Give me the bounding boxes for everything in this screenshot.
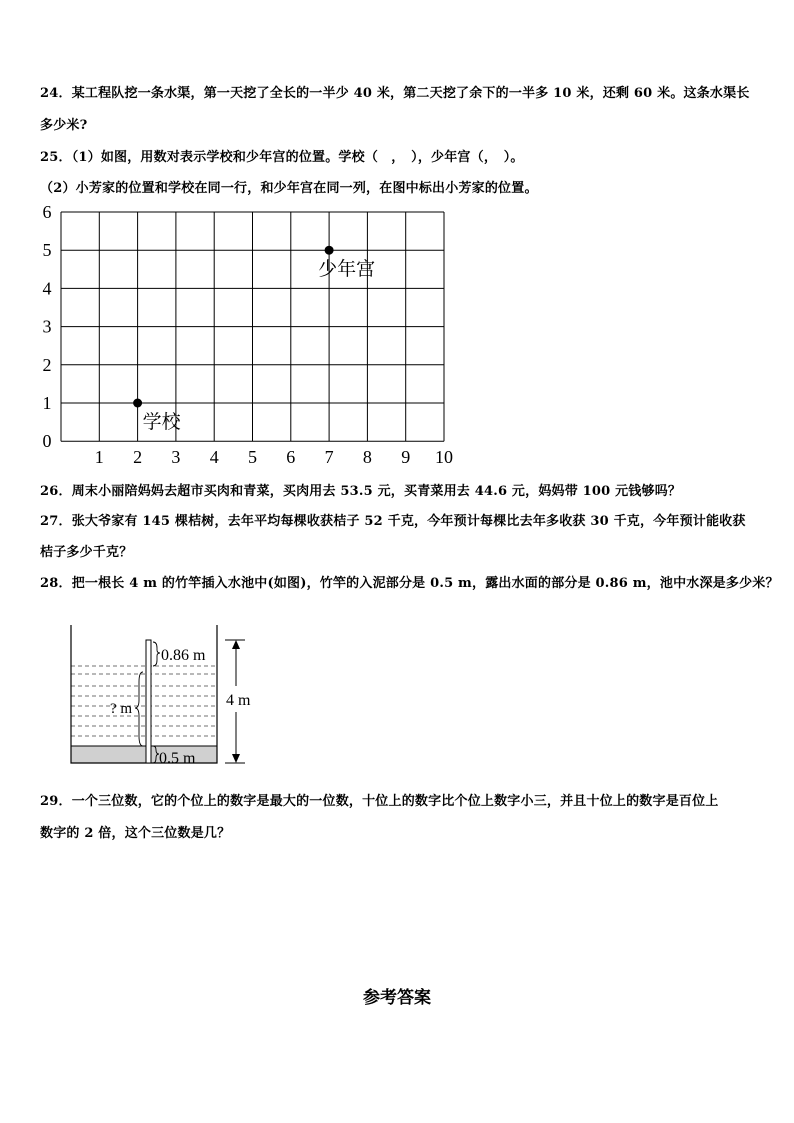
- grid-point-marker: [325, 246, 334, 255]
- grid-point-marker: [133, 399, 142, 408]
- grid-tick-labels: [43, 202, 454, 467]
- q29-line1: 29．一个三位数，它的个位上的数字是最大的一位数，十位上的数字比个位上数字小三，并且十位上的数字是百位上: [40, 794, 719, 809]
- x-tick-label: 8: [362, 447, 372, 468]
- q26-line1: 26．周末小丽陪妈妈去超市买肉和青菜，买肉用去 53.5 元，买青菜用去 44.6 元，妈妈带 100 元钱够吗？: [40, 484, 682, 499]
- total-length-label: 4 m: [226, 692, 251, 709]
- pool-walls: [71, 625, 217, 763]
- y-tick-label: 4: [42, 278, 52, 299]
- q24-line2: 多少米?: [40, 118, 88, 133]
- q25-part1: 25．（1）如图，用数对表示学校和少年宫的位置。学校（ ， ），少年宫（， ）。: [40, 150, 524, 165]
- y-tick-label: 3: [42, 316, 52, 337]
- x-tick-label: 6: [286, 447, 296, 468]
- y-tick-label: 0: [42, 431, 52, 452]
- q28-line1: 28．把一根长 4 m 的竹竿插入水池中(如图)，竹竿的入泥部分是 0.5 m，露出水面的部分是 0.86 m，池中水深是多少米？: [40, 576, 779, 591]
- top-brace: [153, 642, 160, 666]
- x-tick-label: 7: [324, 447, 334, 468]
- x-tick-label: 2: [133, 447, 143, 468]
- y-tick-label: 2: [42, 354, 52, 375]
- x-tick-label: 3: [171, 447, 181, 468]
- y-tick-label: 6: [42, 202, 52, 222]
- grid-lines: [61, 212, 444, 441]
- y-tick-label: 5: [42, 240, 52, 261]
- bamboo-pole: [146, 640, 151, 763]
- q27-line2: 桔子多少千克？: [40, 545, 133, 560]
- x-tick-label: 10: [435, 447, 453, 468]
- coordinate-grid: [0, 195, 480, 470]
- x-tick-label: 5: [248, 447, 257, 468]
- q24-line1: 24．某工程队挖一条水渠，第一天挖了全长的一半少 40 米，第二天挖了余下的一半多 10 米，还剩 60 米。这条水渠长: [40, 86, 750, 101]
- mud-length-label: 0.5 m: [159, 750, 196, 767]
- x-tick-label: 9: [401, 447, 411, 468]
- top-length-label: 0.86 m: [161, 647, 206, 664]
- water-depth-label: ? m: [110, 701, 133, 717]
- grid-point-label: 少年宫: [318, 258, 376, 281]
- y-tick-label: 1: [42, 393, 52, 413]
- q25-part2: （2）小芳家的位置和学校在同一行，和少年宫在同一列，在图中标出小芳家的位置。: [40, 181, 538, 196]
- answers-title: 参考答案: [363, 988, 431, 1008]
- water-lines: [71, 666, 217, 736]
- q27-line1: 27．张大爷家有 145 棵桔树，去年平均每棵收获桔子 52 千克，今年预计每棵比去年多收获 30 千克，今年预计能收获: [40, 514, 746, 529]
- q29-line2: 数字的 2 倍，这个三位数是几？: [40, 826, 231, 841]
- middle-brace: [135, 672, 143, 746]
- grid-point-label: 学校: [142, 411, 181, 433]
- x-tick-label: 4: [209, 447, 219, 468]
- pool-diagram: [60, 620, 280, 770]
- grid-points: [133, 246, 375, 433]
- x-tick-label: 1: [94, 447, 104, 468]
